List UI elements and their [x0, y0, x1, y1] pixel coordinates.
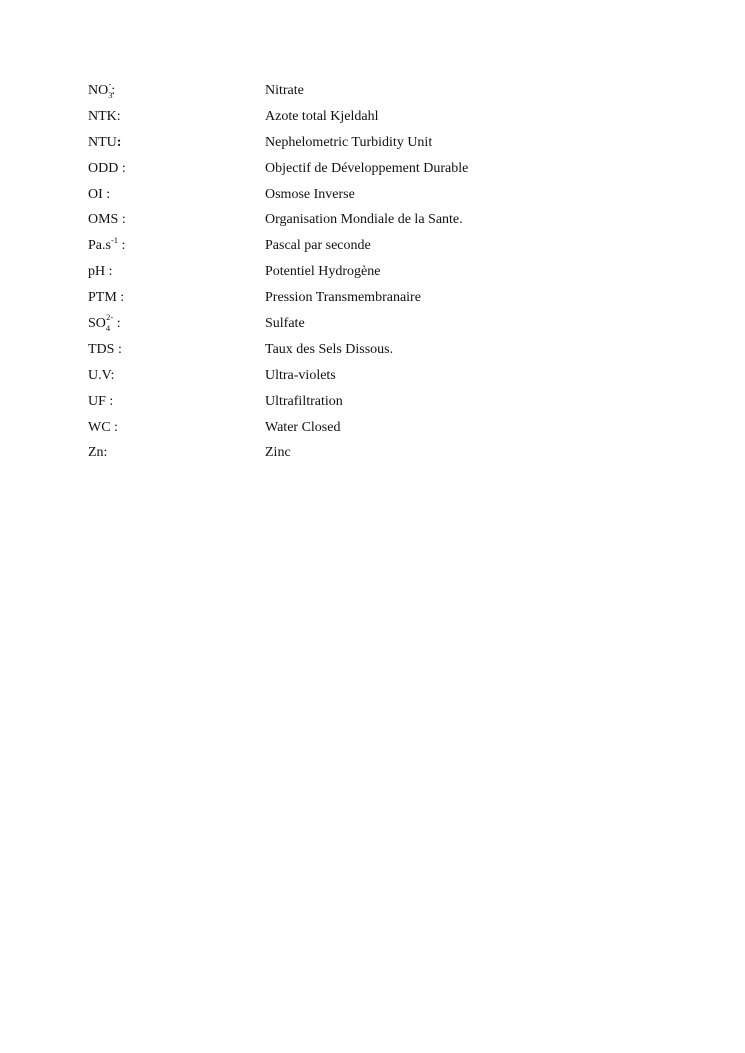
abbreviation-row: [88, 389, 648, 415]
abbreviation-definition: Water Closed: [265, 419, 341, 435]
abbreviation-definition: Organisation Mondiale de la Sante.: [265, 212, 463, 228]
abbreviation-row: [88, 104, 648, 130]
abbreviation-definition: Pascal par seconde: [265, 238, 371, 254]
abbreviation-term: WC :: [88, 419, 118, 435]
abbreviation-row: [88, 207, 648, 233]
abbreviation-row: [88, 337, 648, 363]
abbreviation-term: $NO_3^-$:: [88, 79, 116, 100]
abbreviation-term: TDS :: [88, 341, 122, 357]
abbreviation-term: pH :: [88, 264, 113, 280]
abbreviation-row: [88, 182, 648, 208]
abbreviation-definition: Ultra-violets: [265, 367, 336, 383]
abbreviation-definition: Nephelometric Turbidity Unit: [265, 134, 433, 150]
abbreviation-definition: Taux des Sels Dissous.: [265, 341, 394, 357]
abbreviation-row: [88, 311, 648, 337]
abbreviation-definition: Nitrate: [265, 82, 304, 98]
abbreviation-definition: Ultrafiltration: [265, 393, 343, 409]
abbreviation-term: $Pa.s^{-1}$ :: [88, 234, 126, 254]
abbreviation-definition: Pression Transmembranaire: [265, 290, 421, 306]
abbreviation-term: Zn:: [88, 445, 108, 461]
abbreviation-definition: Azote total Kjeldahl: [265, 108, 379, 124]
abbreviation-row: [88, 130, 648, 156]
abbreviation-term: NTK:: [88, 108, 121, 124]
abbreviation-row: [88, 233, 648, 259]
abbreviation-definition: Zinc: [265, 445, 291, 461]
abbreviation-row: [88, 156, 648, 182]
abbreviation-term: PTM :: [88, 290, 125, 306]
abbreviation-definition: Objectif de Développement Durable: [265, 160, 469, 176]
abbreviation-row: [88, 259, 648, 285]
abbreviation-definition: Osmose Inverse: [265, 186, 355, 202]
abbreviation-term: NTU:: [88, 134, 122, 150]
abbreviation-term: ODD :: [88, 160, 126, 176]
abbreviation-term: $SO_4^{2-}$ :: [88, 312, 121, 333]
abbreviation-row: [88, 415, 648, 441]
abbreviation-list: [88, 78, 648, 466]
abbreviation-row: [88, 363, 648, 389]
abbreviation-row: [88, 440, 648, 466]
abbreviation-term: U.V:: [88, 367, 115, 383]
abbreviation-term: OI :: [88, 186, 111, 202]
abbreviation-definition: Potentiel Hydrogène: [265, 264, 381, 280]
abbreviation-row: [88, 285, 648, 311]
abbreviation-row: [88, 78, 648, 104]
abbreviation-term: OMS :: [88, 212, 126, 228]
abbreviation-term: UF :: [88, 393, 114, 409]
abbreviation-definition: Sulfate: [265, 315, 305, 331]
